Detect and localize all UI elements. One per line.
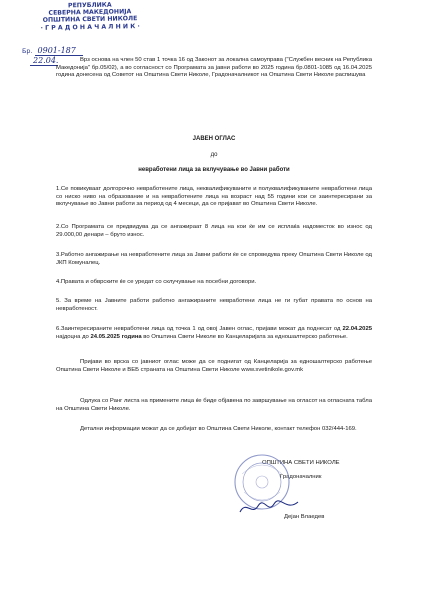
point-3: 3.Работно ангажирање на невработените лица за Јавни работи ќе се спроведува преку Општина Свети Николе од ЈКП Комуналец.: [56, 252, 372, 266]
stamp-date-value: 22.04.: [33, 56, 59, 65]
stamp-line-republic: РЕПУБЛИКА: [67, 1, 112, 10]
contact-info-paragraph: Детални информации можат да се добијат во Општина Свети Николе, контакт телефон 032/444-169.: [80, 426, 357, 432]
document-subtitle: невработени лица за вклучување во Јавни работи: [138, 167, 290, 173]
signature-role: Градоначалник: [280, 474, 322, 480]
apply-paragraph: Пријави во врска со јавниот оглас може да се поднигат од Канцеларија за едношалтерско работење Општина Свети Николе и ВЕБ страната на Општина Свети Николе www.svetinikole.gov.mk: [56, 359, 372, 373]
stamp-number-value: 0901-187: [37, 46, 76, 55]
stamp-number-label: Бр.: [22, 47, 33, 55]
point-6-to-date: 24.05.2025 година: [90, 333, 142, 340]
point-6: 6.Заинтересираните невработени лица од точка 1 од овој Јавен оглас, пријави можат да поднесат од 22.04.2025 најдоцна до 24.05.2025 година во Општина Свети Николе во Канцеларијата за едношалтерско работење.: [56, 326, 372, 340]
header-stamp: [40, 1, 140, 32]
ranking-list-paragraph: Одлука со Ранг листа на примените лица ќе биде објавена по завршување на огласот на огласната табла на Општина Свети Николе.: [56, 398, 372, 412]
intro-paragraph: Врз основа на член 50 став 1 точка 16 од Законот за локална самоуправа ("Службен весник на Република Македонија" бр.05/02), а во согласност со Програмата за јавни работи во 2025 година бр.0801-1085 од 16.04.2025 година донесена од Советот на Општина Свети Николе, Градоначалникот на Општина Свети Николе распишува: [56, 57, 372, 79]
stamp-line-country: СЕВЕРНА МАКЕДОНИЈА: [48, 8, 132, 17]
stamp-line-mayor: · Г Р А Д О Н А Ч А Л Н И К ·: [40, 22, 140, 32]
point-2: 2.Со Програмата се предвидува да се ангажираат 8 лица на кои ќе им се исплаќа надоместок во износ од 29.000,00 денари – бруто износ.: [56, 224, 372, 238]
stamp-line-municipality: ОПШТИНА СВЕТИ НИКОЛЕ: [42, 15, 138, 25]
point-4: 4.Правата и обврските ќе се уредат со склучување на посебни договори.: [56, 279, 257, 285]
stamp-date-row: [30, 56, 58, 66]
point-6-from-date: 22.04.2025: [342, 326, 372, 332]
signature-name: Дејан Влаедев: [284, 514, 325, 520]
point-1: 1.Се повикуваат долгорочно невработените лица, неквалификуваните и полуквалификуваните невработени лица со ниско ниво на образование и на невработените лица на возраст над 55 години кои се заинтересирани за вклучување во Јавни работи за период од 4 месеци, да се пријават во Општина Свети Николе.: [56, 186, 372, 208]
signature-org: ОПШТИНА СВЕТИ НИКОЛЕ: [262, 460, 340, 466]
document-title-for: до: [210, 152, 218, 158]
stamp-number-row: [22, 46, 83, 56]
point-5: 5. За време на Јавните работи работно ангажираните невработени лица не ги губат правата по основ на невработеност.: [56, 298, 372, 312]
document-title: ЈАВЕН ОГЛАС: [192, 136, 236, 142]
point-2-amount: 29.000,00: [56, 231, 83, 238]
